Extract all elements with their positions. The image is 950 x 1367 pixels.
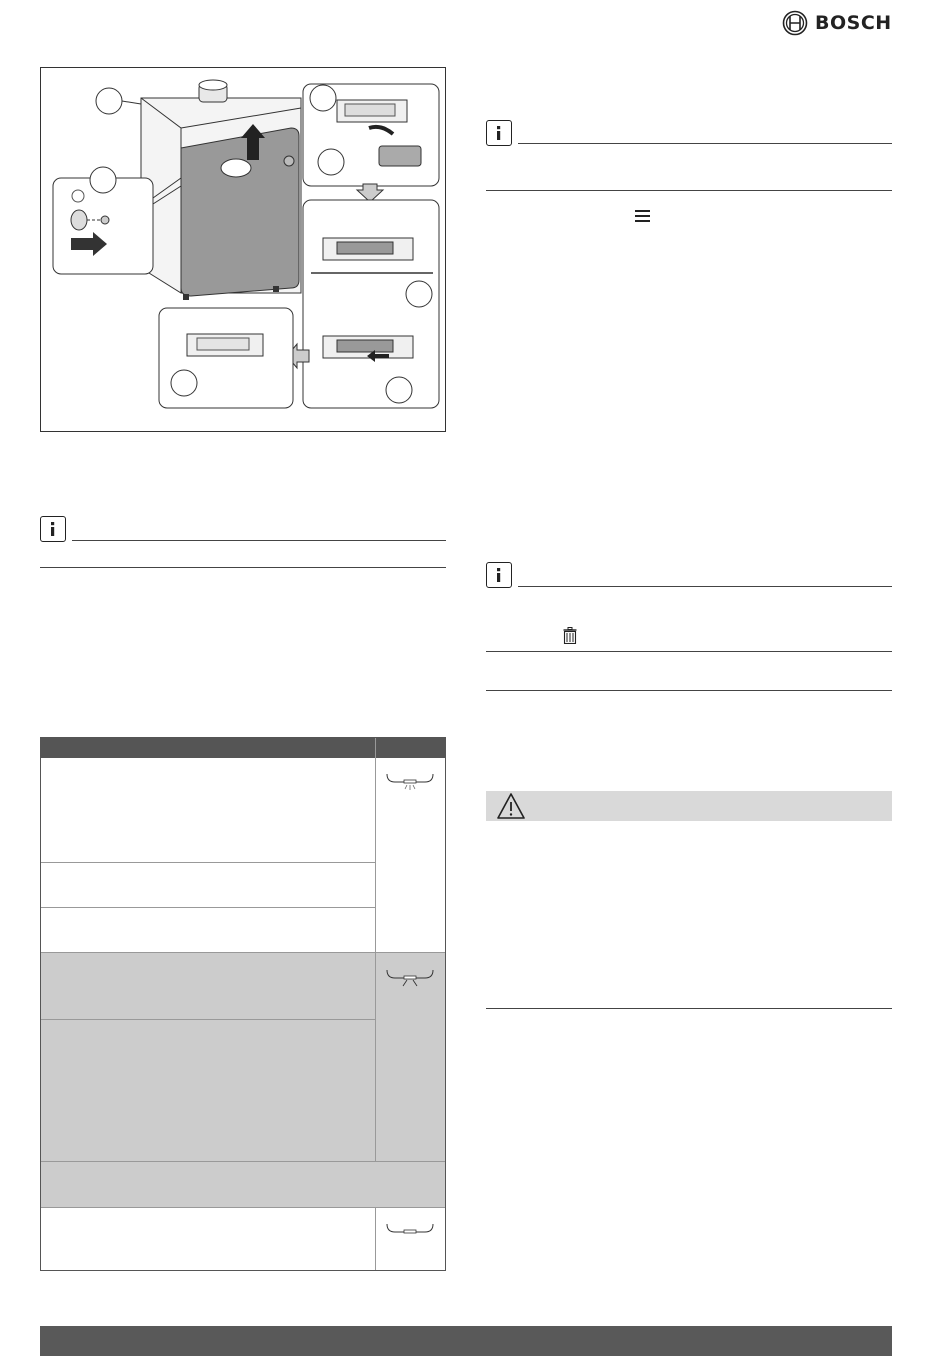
brand-name: BOSCH — [815, 12, 892, 34]
info-icon — [40, 516, 66, 542]
brand-logo — [782, 10, 892, 36]
lamp-on-icon — [385, 968, 435, 990]
table-row — [41, 953, 375, 1019]
info-glyph-icon — [487, 563, 510, 586]
table-row — [41, 908, 375, 952]
info-icon — [486, 562, 512, 588]
table-row — [41, 863, 375, 907]
table-header — [41, 738, 445, 758]
warning-bar — [486, 791, 892, 821]
status-table — [40, 737, 446, 1271]
boiler-front-cover-icon — [41, 68, 445, 431]
section-rule — [486, 651, 892, 652]
info-divider — [72, 540, 446, 541]
table-row — [41, 1162, 445, 1207]
info-glyph-icon — [41, 517, 64, 540]
warning-triangle-icon — [496, 792, 526, 820]
menu-icon — [635, 210, 650, 225]
maintenance-figure — [40, 67, 446, 432]
table-row — [41, 1020, 375, 1161]
info-divider — [518, 586, 892, 587]
info-end-rule — [486, 190, 892, 191]
info-divider — [518, 143, 892, 144]
info-glyph-icon — [487, 121, 510, 144]
section-rule — [486, 690, 892, 691]
footer-bar — [40, 1326, 892, 1356]
lamp-off-icon — [385, 1222, 435, 1244]
trash-bin-icon — [563, 627, 577, 644]
warning-end-rule — [486, 1008, 892, 1009]
info-end-rule — [40, 567, 446, 568]
info-icon — [486, 120, 512, 146]
bosch-armature-logo-icon — [782, 10, 808, 36]
lamp-blinking-icon — [385, 772, 435, 794]
